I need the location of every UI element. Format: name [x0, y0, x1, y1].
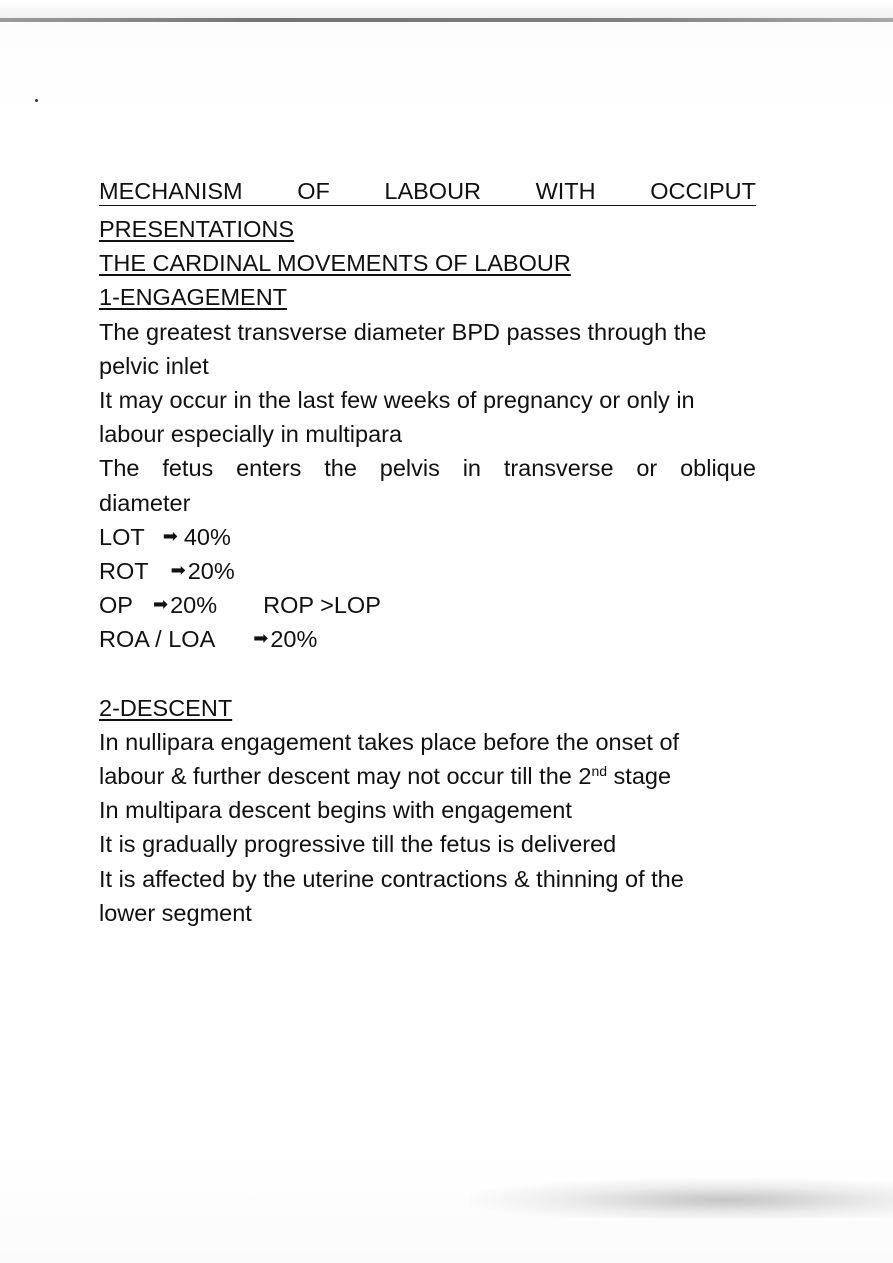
arrow-right-icon: ➡ [162, 525, 178, 546]
arrow-right-icon: ➡ [170, 560, 186, 581]
text-run: stage [607, 763, 672, 790]
document-subtitle [99, 246, 756, 280]
position-value: 20% [270, 626, 318, 653]
word: pelvis [379, 455, 440, 482]
paragraph-line: It is affected by the uterine contractions & thinning of the [99, 865, 684, 892]
position-label: ROT [99, 558, 149, 585]
text-run: labour & further descent may not occur till the 2 [99, 763, 592, 790]
paragraph-line: It is gradually progressive till the fetus is delivered [99, 831, 617, 858]
position-label: OP [99, 592, 133, 619]
title-word: MECHANISM [99, 178, 243, 204]
position-row [99, 554, 756, 588]
word: in [462, 455, 481, 482]
title-word: LABOUR [384, 178, 482, 204]
scan-smudge [470, 1178, 893, 1218]
page-top-edge [0, 18, 893, 22]
paragraph-line: diameter [99, 489, 191, 516]
position-row [99, 622, 756, 656]
section-heading-engagement [99, 280, 756, 314]
paragraph-line: pelvic inlet [99, 352, 209, 379]
word: transverse [503, 455, 614, 482]
page-top-shadow [0, 0, 893, 18]
title-word: WITH [535, 178, 596, 204]
position-value: 20% [187, 558, 235, 585]
title-line2: PRESENTATIONS [99, 216, 294, 242]
document-title [99, 177, 756, 206]
heading-text: 2-DESCENT [99, 694, 233, 721]
position-value: 20% [170, 592, 218, 619]
word: oblique [680, 455, 756, 482]
position-note: ROP >LOP [263, 592, 381, 619]
title-word: OF [297, 178, 330, 204]
position-label: ROA / LOA [99, 626, 216, 653]
heading-text: 1-ENGAGEMENT [99, 284, 288, 311]
justified-paragraph-line [99, 451, 756, 485]
word: or [636, 455, 658, 482]
position-label: LOT [99, 523, 145, 550]
scan-speck [35, 99, 38, 102]
word: fetus [162, 455, 214, 482]
position-value: 40% [183, 523, 231, 550]
paragraph-line: In multipara descent begins with engagement [99, 797, 572, 824]
paragraph-line: The greatest transverse diameter BPD passes through the [99, 318, 707, 345]
paragraph-line: In nullipara engagement takes place before the onset of [99, 728, 680, 755]
arrow-right-icon: ➡ [253, 628, 269, 649]
paragraph-line: It may occur in the last few weeks of pregnancy or only in [99, 387, 695, 414]
position-row [99, 588, 756, 622]
document-body [99, 177, 756, 930]
section-gap [99, 657, 756, 691]
title-word: OCCIPUT [650, 178, 756, 204]
subtitle-text: THE CARDINAL MOVEMENTS OF LABOUR [99, 250, 571, 277]
word: the [324, 455, 357, 482]
paragraph-line [99, 759, 756, 793]
superscript: nd [591, 763, 608, 780]
position-row [99, 520, 756, 554]
word: The [99, 455, 140, 482]
arrow-right-icon: ➡ [152, 594, 169, 615]
section-heading-descent [99, 691, 756, 725]
document-title-line2 [99, 212, 756, 246]
word: enters [236, 455, 302, 482]
paragraph-line: labour especially in multipara [99, 421, 403, 448]
paragraph-line: lower segment [99, 899, 252, 926]
